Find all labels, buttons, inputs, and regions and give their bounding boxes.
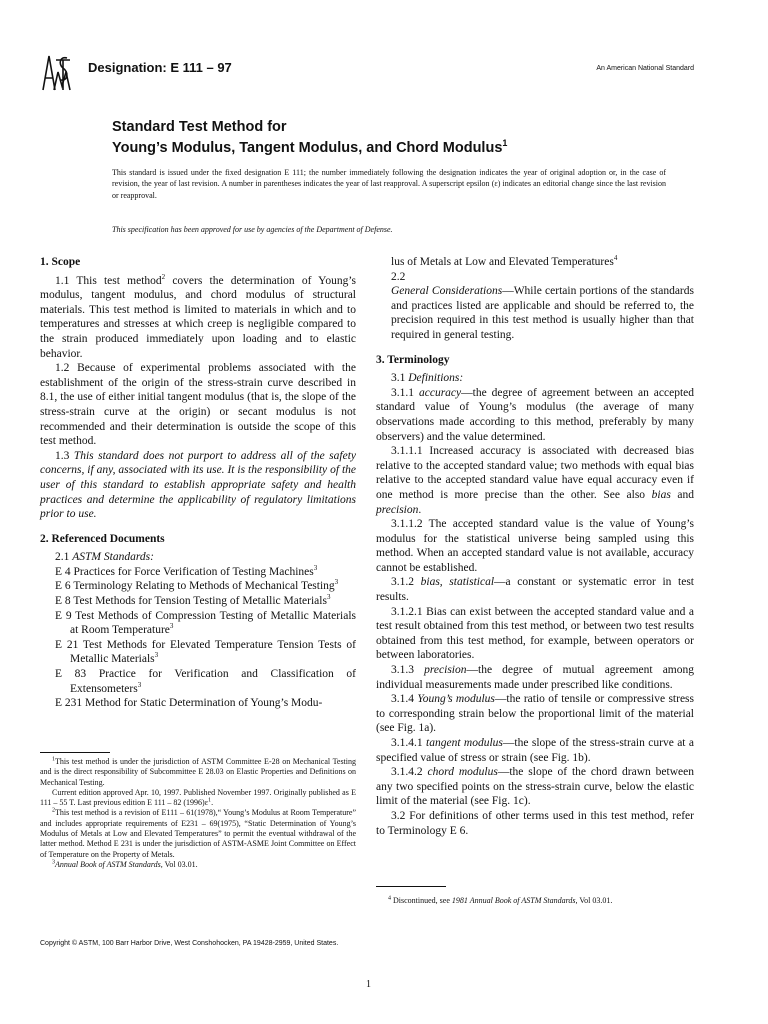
paragraph-2-2-number: 2.2	[391, 270, 406, 283]
reference-item-continued: lus of Metals at Low and Elevated Temperatures$^4$	[391, 254, 618, 268]
paragraph-1-3: 1.3 This standard does not purport to address all of the safety concerns, if any, associated with its use. It is the responsibility of the user of this standard to establish appropriate safety and health practices and determine the applicability of regulatory limitations prior to use.	[40, 449, 356, 521]
astm-logo	[40, 50, 78, 94]
reference-item: E 21 Test Methods for Elevated Temperature Tension Tests of Metallic Materials$^3$	[55, 638, 356, 666]
paragraph-1-2: 1.2 Because of experimental problems associated with the establishment of the origin of the stress-strain curve described in 8.1, the use of either initial tangent modulus (that is, the slope of the stress-strain curve at the origin) or secant modulus is not recommended and their determination is outside the scope of this test method.	[40, 362, 356, 448]
left-column	[40, 255, 356, 711]
left-footnotes	[40, 757, 356, 870]
section-heading-terminology: 3. Terminology	[376, 353, 450, 366]
section-heading-scope: 1. Scope	[40, 256, 81, 268]
reference-item: E 231 Method for Static Determination of Young’s Modu-	[55, 697, 323, 710]
reference-item: E 9 Test Methods of Compression Testing of Metallic Materials at Room Temperature$^3$	[55, 609, 356, 637]
reference-item: E 6 Terminology Relating to Methods of Mechanical Testing$^3$	[55, 578, 339, 593]
paragraph-3-1-1-1: 3.1.1.1 Increased accuracy is associated with decreased bias relative to the accepted standard value; two methods with equal bias relative to the accepted standard value have equal accuracy even if one method is more precise than the other. See also bias and precision.	[376, 445, 695, 516]
reference-item: E 4 Practices for Force Verification of Testing Machines$^3$	[55, 564, 318, 578]
paragraph-2-2: General Considerations—While certain portions of the standards and practices listed are applicable and should be referred to, the precision required in this test method is usually higher than that required in general testing.	[391, 285, 694, 341]
footnote-1: $^1$This test method is under the jurisdiction of ASTM Committee E-28 on Mechanical Testing and is the direct responsibility of Subcommittee E 28.03 on Elastic Properties and Definitions on Mechanical Testing.	[40, 756, 356, 787]
footnote-1-edition: Current edition approved Apr. 10, 1997. Published November 1997. Originally published as E 111 – 55 T. Last previous edition E 111 – 82 $(1996)\varepsilon^1$.	[40, 787, 356, 808]
approval-note: This specification has been approved for use by agencies of the Department of Defense.	[112, 225, 393, 234]
footnote-divider	[376, 886, 446, 887]
document-title-line2: Young’s Modulus, Tangent Modulus, and Chord Modulus$^1$	[112, 138, 508, 156]
definition-precision: 3.1.3 precision—the degree of mutual agreement among individual measurements made under prescribed like conditions.	[376, 664, 694, 691]
issuance-note: This standard is issued under the fixed designation E 111; the number immediately following the designation indicates the year of original adoption or, in the case of revision, the year of last revision. A number in parentheses indicates the year of last reapproval. A superscript epsilon (ε) indicates an editorial change since the last revision or reapproval.	[112, 168, 666, 200]
paragraph-3-1-2-1: 3.1.2.1 Bias can exist between the accepted standard value and a test result obtained from this test method, or between two test results obtained from this test method, for example, between operators or between laboratories.	[376, 605, 694, 662]
footnote-divider	[40, 752, 110, 753]
footnote-4: $^4$ Discontinued, see 1981 Annual Book of ASTM Standards, Vol 03.01.	[388, 895, 613, 905]
page-number: 1	[366, 979, 371, 990]
definition-youngs-modulus: 3.1.4 Young’s modulus—the ratio of tensile or compressive stress to corresponding strain below the proportional limit of the material (see Fig. 1a).	[376, 693, 695, 735]
footnote-2: $^2$This test method is a revision of E111 – 61(1978),“ Young’s Modulus at Room Temperature” and includes appropriate requirements of E231 – 69(1975), “Static Determination of Young’s Modulus of Metals at Low and Elevated Temperatures” to permit the eventual withdrawal of the latter method. Method E 231 is under the jurisdiction of ASTM-ASME Joint Committee on Effect of Temperature on the Property of Metals.	[40, 807, 356, 859]
definition-chord-modulus: 3.1.4.2 chord modulus—the slope of the chord drawn between any two specified points on the stress-strain curve, below the elastic limit of the material (see Fig. 1c).	[376, 766, 694, 808]
right-footnotes	[376, 896, 694, 906]
section-heading-referenced-documents: 2. Referenced Documents	[40, 532, 165, 545]
designation: Designation: E 111 – 97	[88, 60, 232, 75]
paragraph-3-2: 3.2 For definitions of other terms used in this test method, refer to Terminology E 6.	[376, 809, 694, 837]
paragraph-3-1: 3.1 Definitions:	[391, 372, 464, 385]
definition-accuracy: 3.1.1 accuracy—the degree of agreement between an accepted standard value of Young’s modulus (the average of many observations made according to this method, preferably by many observers) and the value determined.	[376, 386, 695, 443]
copyright-notice: Copyright © ASTM, 100 Barr Harbor Drive, West Conshohocken, PA 19428-2959, United States.	[40, 940, 339, 947]
definition-tangent-modulus: 3.1.4.1 tangent modulus—the slope of the stress-strain curve at a specified value of stress or strain (see Fig. 1b).	[376, 737, 694, 764]
footnote-ref: 1	[502, 138, 508, 148]
paragraph-1-1: 1.1 This test method$^2$ covers the determination of Young’s modulus, tangent modulus, and chord modulus of structural materials. This test method is limited to materials in which and to temperatures and stresses at which creep is negligible compared to the strain produced immediately upon loading and to elastic behavior.	[40, 272, 356, 360]
national-standard-label: An American National Standard	[596, 65, 694, 72]
definition-bias: 3.1.2 bias, statistical—a constant or systematic error in test results.	[376, 576, 695, 604]
paragraph-3-1-1-2: 3.1.1.2 The accepted standard value is the value of Young’s modulus for the statistical universe being sampled using this method. When an accepted standard value is not available, accuracy cannot be established.	[376, 518, 694, 574]
document-title-line1: Standard Test Method for	[112, 119, 287, 135]
right-column	[376, 255, 694, 838]
reference-item: E 8 Test Methods for Tension Testing of Metallic Materials$^3$	[55, 593, 331, 608]
reference-item: E 83 Practice for Verification and Classification of Extensometers$^3$	[55, 668, 356, 695]
footnote-3: $^3$Annual Book of ASTM Standards, Vol 03.01.	[52, 859, 198, 869]
paragraph-2-1: 2.1 ASTM Standards:	[55, 551, 154, 564]
